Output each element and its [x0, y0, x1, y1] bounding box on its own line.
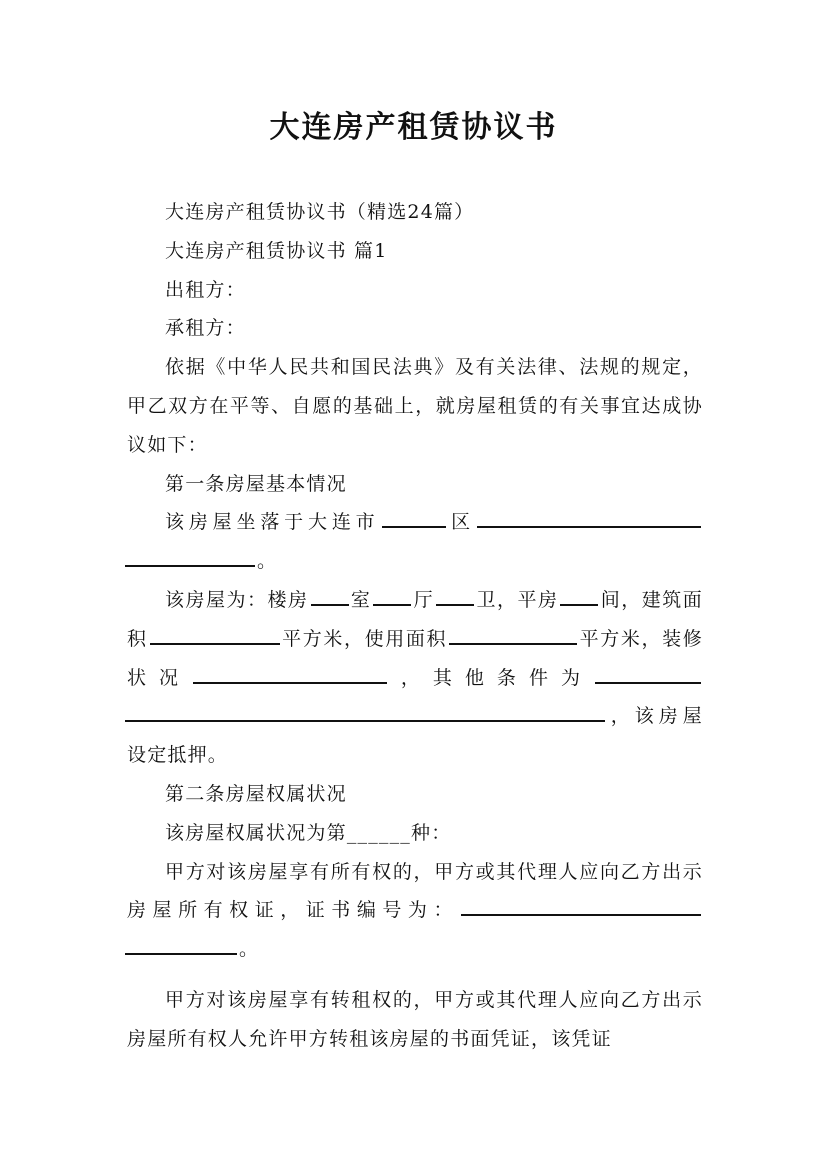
- house-text-c: 厅: [413, 588, 435, 611]
- document-body: [127, 193, 703, 1059]
- floor-area-blank: [150, 642, 280, 645]
- decoration-blank: [193, 681, 387, 684]
- paragraph-ownership-cert: [127, 853, 703, 969]
- ownership-cert-end: 。: [239, 938, 260, 961]
- rights-kind-text-b: 种：: [411, 821, 452, 844]
- paragraph-lessee: 承租方：: [165, 317, 246, 340]
- paragraph-basis: 依据《中华人民共和国民法典》及有关法律、法规的规定，甲乙双方在平等、自愿的基础上，就房屋租赁的有关事宜达成协议如下：: [127, 356, 703, 456]
- bath-blank: [436, 603, 474, 606]
- paragraph-section-heading: 大连房产租赁协议书 篇1: [165, 239, 388, 262]
- house-text-g: 平方米，装修状况: [127, 627, 703, 689]
- paragraph-rights-kind: [127, 814, 703, 853]
- house-text-a: 该房屋为：楼房: [165, 588, 309, 611]
- cert-number-blank-1: [461, 913, 701, 916]
- house-text-i: ，该房屋设定抵押。: [127, 705, 703, 767]
- paragraph-lessor: 出租方：: [165, 278, 246, 301]
- rights-kind-blank: ______: [346, 821, 412, 844]
- location-text-b: 区: [447, 511, 475, 534]
- room-blank: [311, 603, 349, 606]
- paragraph-location: [127, 503, 703, 581]
- paragraph-subtitle: 大连房产租赁协议书（精选24篇）: [165, 201, 475, 223]
- house-text-f: 平方米，使用面积: [281, 627, 448, 650]
- usable-area-blank: [449, 642, 577, 645]
- cert-number-blank-2: [125, 952, 237, 955]
- district-blank: [382, 525, 446, 528]
- ownership-cert-text: 甲方对该房屋享有所有权的，甲方或其代理人应向乙方出示房屋所有权证，证书编号为：: [127, 860, 703, 922]
- house-text-h: ，其他条件为: [389, 666, 593, 689]
- house-text-d: 卫，平房: [476, 588, 559, 611]
- location-end: 。: [257, 550, 278, 573]
- house-text-e: 间，建筑面积: [127, 588, 703, 650]
- paragraph-article-1: 第一条房屋基本情况: [165, 472, 347, 495]
- location-text-a: 该房屋坐落于大连市: [165, 511, 380, 534]
- house-text-b: 室: [350, 588, 372, 611]
- address-blank-2: [125, 564, 255, 567]
- document-title: 大连房产租赁协议书: [269, 110, 558, 145]
- hall-blank: [373, 603, 411, 606]
- paragraph-sublease: 甲方对该房屋享有转租权的，甲方或其代理人应向乙方出示房屋所有权人允许甲方转租该房屋的书面凭证，该凭证: [127, 988, 703, 1050]
- paragraph-article-2: 第二条房屋权属状况: [165, 782, 347, 805]
- other-conditions-blank-2: [125, 719, 605, 722]
- other-conditions-blank-1: [595, 681, 701, 684]
- rights-kind-text-a: 该房屋权属状况为第: [165, 821, 347, 844]
- address-blank-1: [477, 525, 701, 528]
- paragraph-house: [127, 581, 703, 775]
- bungalow-blank: [560, 603, 598, 606]
